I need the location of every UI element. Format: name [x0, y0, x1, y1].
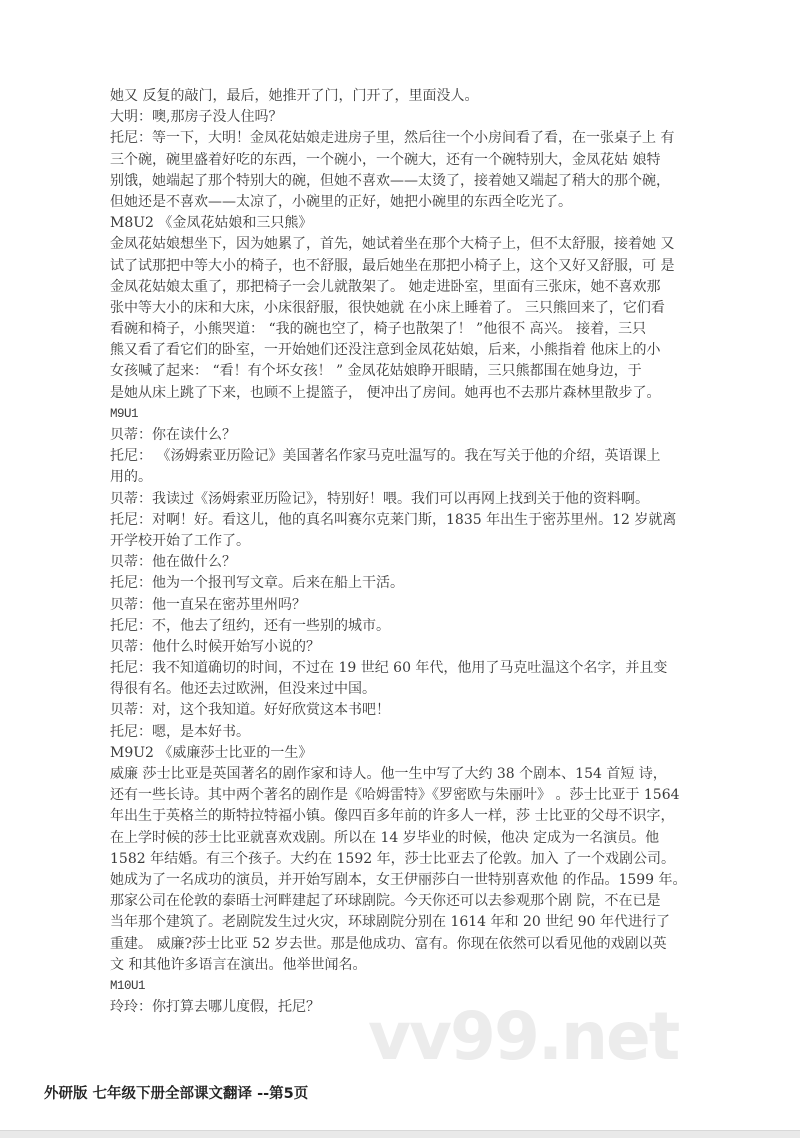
text-line: 贝蒂：他什么时候开始写小说的？: [110, 638, 320, 655]
page-footer: 外研版 七年级下册全部课文翻译 --第5页: [44, 1086, 309, 1102]
text-line: 1582 年结婚。有三个孩子。大约在 1592 年，莎士比亚去了伦敦。加入 了一个戏剧公司。: [110, 850, 676, 867]
text-line: 别饿，她端起了那个特别大的碗，但她不喜欢——太烫了，接着她又端起了稍大的那个碗，: [110, 172, 670, 189]
text-line: 用的。: [110, 469, 152, 486]
text-line: 得很有名。他还去过欧洲，但没来过中国。: [110, 681, 376, 698]
text-line: 年出生于英格兰的斯特拉特福小镇。像四百多年前的许多人一样，莎 士比亚的父母不识字，: [110, 808, 675, 825]
text-line: 是她从床上跳了下来，也顾不上提篮子， 便冲出了房间。她再也不去那片森林里散步了。: [110, 384, 661, 401]
text-line: 托尼：不，他去了纽约，还有一些别的城市。: [110, 617, 390, 634]
text-line: 贝蒂：我读过《汤姆索亚历险记》，特别好！喂。我们可以再网上找到关于他的资料啊。: [110, 490, 649, 507]
text-line: 女孩喊了起来： “看！有个坏女孩！ ” 金凤花姑娘睁开眼睛，三只熊都围在她身边，于: [110, 363, 642, 380]
watermark: vv99.net: [368, 998, 679, 1075]
text-line: 看碗和椅子，小熊哭道： “我的碗也空了，椅子也散架了！ ”他很不 高兴。 接着，三只: [110, 321, 647, 338]
text-line: 威廉 莎士比亚是英国著名的剧作家和诗人。他一生中写了大约 38 个剧本、154 首短 诗，: [110, 766, 667, 782]
text-line: 大明：噢,那房子没人住吗？: [110, 109, 283, 126]
unit-heading: M9U1: [110, 406, 139, 421]
text-line: 托尼： 《汤姆索亚历险记》美国著名作家马克吐温写的。我在写关于他的介绍，英语课上: [110, 448, 661, 465]
text-line: 托尼：他为一个报刊写文章。后来在船上干活。: [110, 575, 404, 592]
text-line: 玲玲：你打算去哪儿度假，托尼？: [110, 999, 320, 1016]
text-line: 金凤花姑娘太重了，那把椅子一会儿就散架了。 她走进卧室，里面有三张床，她不喜欢那: [110, 278, 661, 295]
text-line: 托尼：对啊！好。看这儿，他的真名叫赛尔克莱门斯，1835 年出生于密苏里州。12 岁就离: [110, 511, 677, 528]
text-line: 金凤花姑娘想坐下，因为她累了，首先，她试着坐在那个大椅子上，但不太舒服，接着她 又: [110, 236, 675, 253]
text-line: 贝蒂：他一直呆在密苏里州吗？: [110, 596, 306, 613]
text-line: 重建。 威廉?莎士比亚 52 岁去世。那是他成功、富有。你现在依然可以看见他的戏剧以英: [110, 935, 667, 952]
text-line: 熊又看了看它们的卧室，一开始她们还没注意到金凤花姑娘，后来，小熊指着 他床上的小: [110, 342, 661, 359]
text-line: M8U2 《金凤花姑娘和三只熊》: [110, 215, 313, 232]
text-line: M9U2 《威廉莎士比亚的一生》: [110, 744, 313, 761]
text-line: 那家公司在伦敦的泰晤士河畔建起了环球剧院。今天你还可以去参观那个剧 院，不在已是: [110, 893, 661, 910]
text-line: 张中等大小的床和大床，小床很舒服，很快她就 在小床上睡着了。 三只熊回来了，它们看: [110, 299, 665, 316]
text-line: 托尼：嗯，是本好书。: [110, 723, 250, 740]
text-line: 当年那个建筑了。老剧院发生过火灾，环球剧院分别在 1614 年和 20 世纪 90 年代进行了: [110, 914, 670, 931]
text-line: 三个碗，碗里盛着好吃的东西，一个碗小，一个碗大，还有一个碗特别大，金凤花姑 娘特: [110, 151, 661, 168]
text-line: 试了试那把中等大小的椅子，也不舒服，最后她坐在那把小椅子上，这个又好又舒服，可 是: [110, 257, 675, 274]
text-line: 但她还是不喜欢——太凉了，小碗里的正好，她把小碗里的东西全吃光了。: [110, 193, 572, 210]
text-line: 还有一些长诗。其中两个著名的剧作是《哈姆雷特》《罗密欧与朱丽叶》 。莎士比亚于 1564: [110, 787, 680, 804]
text-line: 开学校开始了工作了。: [110, 532, 250, 549]
text-line: 贝蒂：你在读什么？: [110, 427, 236, 443]
text-line: 贝蒂：他在做什么？: [110, 554, 236, 571]
text-line: 在上学时候的莎士比亚就喜欢戏剧。所以在 14 岁毕业的时候，他决 定成为一名演员。他: [110, 829, 660, 846]
text-line: 文 和其他许多语言在演出。他举世闻名。: [110, 956, 367, 973]
text-line: 她成为了一名成功的演员，并开始写剧本，女王伊丽莎白一世特别喜欢他 的作品。1599 年。: [110, 871, 687, 888]
text-line: 她又 反复的敲门，最后，她推开了门，门开了，里面没人。: [110, 88, 479, 104]
text-line: 托尼：我不知道确切的时间，不过在 19 世纪 60 年代，他用了马克吐温这个名字，并且变: [110, 660, 668, 677]
document-body: [110, 86, 690, 1018]
unit-heading: M10U1: [110, 978, 146, 993]
text-line: 贝蒂：对，这个我知道。好好欣赏这本书吧！: [110, 702, 390, 719]
text-line: 托尼：等一下，大明！金凤花姑娘走进房子里，然后往一个小房间看了看，在一张桌子上 有: [110, 130, 675, 147]
